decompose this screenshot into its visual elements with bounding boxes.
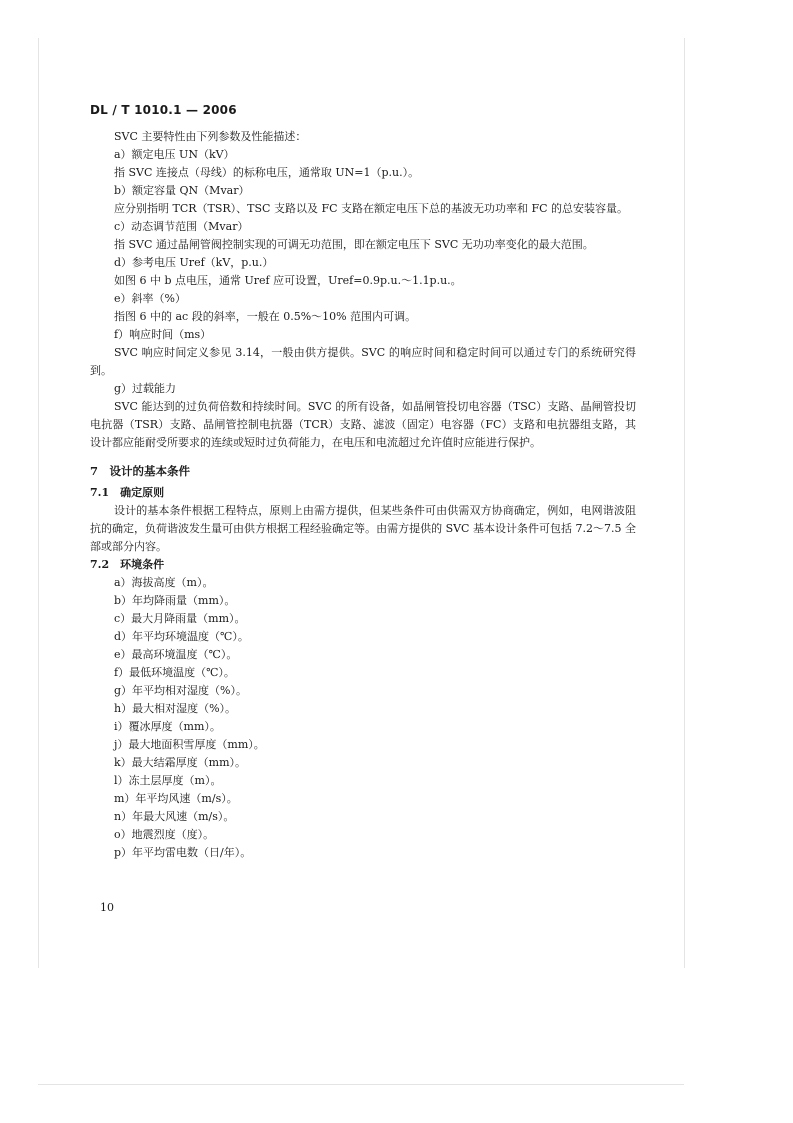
env-item: o）地震烈度（度）。 [114,828,215,841]
param-g-desc: SVC 能达到的过负荷倍数和持续时间。SVC 的所有设备，如晶闸管投切电容器（TSC）支路、晶闸管投切电抗器（TSR）支路、晶闸管控制电抗器（TCR）支路、滤波（固定）电容器（FC）支路和电抗器组支路，其设计都应能耐受所要求的连续或短时过负荷能力，在电压和电流超过允许值时应能进行保护。 [90,400,636,449]
param-e-desc: 指图 6 中的 ac 段的斜率，一般在 0.5%～10% 范围内可调。 [114,310,417,323]
bottom-page-border [38,1084,684,1085]
section-7-title: 7 设计的基本条件 [90,464,191,478]
param-b-label: b）额定容量 QN（Mvar） [114,184,250,197]
env-item: a）海拔高度（m）。 [114,576,214,589]
page-number: 10 [100,901,114,914]
document-body [90,128,636,862]
param-c-label: c）动态调节范围（Mvar） [114,220,249,233]
section-7-2-title: 7.2 环境条件 [90,558,165,571]
param-d-label: d）参考电压 Uref（kV，p.u.） [114,256,274,269]
env-item: k）最大结霜厚度（mm）。 [114,756,247,769]
env-item: n）年最大风速（m/s）。 [114,810,235,823]
param-e-label: e）斜率（%） [114,292,186,305]
env-item: d）年平均环境温度（℃）。 [114,630,249,643]
env-item: p）年平均雷电数（日/年）。 [114,846,252,859]
param-b-desc: 应分别指明 TCR（TSR）、TSC 支路以及 FC 支路在额定电压下总的基波无功功率和 FC 的总安装容量。 [114,202,629,215]
param-a-desc: 指 SVC 连接点（母线）的标称电压，通常取 UN=1（p.u.）。 [114,166,420,179]
param-f-desc: SVC 响应时间定义参见 3.14，一般由供方提供。SVC 的响应时间和稳定时间可以通过专门的系统研究得到。 [90,346,636,377]
env-item: b）年均降雨量（mm）。 [114,594,236,607]
left-page-border [38,38,39,968]
env-item: g）年平均相对湿度（%）。 [114,684,247,697]
right-page-border [684,38,685,968]
document-header: DL / T 1010.1 — 2006 [90,103,237,117]
section-7-1-text: 设计的基本条件根据工程特点，原则上由需方提供，但某些条件可由供需双方协商确定，例如，电网谐波阻抗的确定，负荷谐波发生量可由供方根据工程经验确定等。由需方提供的 SVC 基本设计条件可包括 7.2～7.5 全部或部分内容。 [90,504,636,553]
param-d-desc: 如图 6 中 b 点电压，通常 Uref 应可设置，Uref=0.9p.u.～1.1p.u.。 [114,274,462,287]
env-item: c）最大月降雨量（mm）。 [114,612,246,625]
env-item: j）最大地面积雪厚度（mm）。 [114,738,265,751]
env-item: e）最高环境温度（℃）。 [114,648,238,661]
intro-line: SVC 主要特性由下列参数及性能描述： [114,130,307,143]
param-g-label: g）过载能力 [114,382,177,395]
param-c-desc: 指 SVC 通过晶闸管阀控制实现的可调无功范围，即在额定电压下 SVC 无功功率变化的最大范围。 [114,238,594,251]
env-item: i）覆冰厚度（mm）。 [114,720,221,733]
env-item: f）最低环境温度（℃）。 [114,666,235,679]
param-f-label: f）响应时间（ms） [114,328,212,341]
env-item: l）冻土层厚度（m）。 [114,774,222,787]
param-a-label: a）额定电压 UN（kV） [114,148,235,161]
section-7-1-title: 7.1 确定原则 [90,486,165,499]
env-item: h）最大相对湿度（%）。 [114,702,237,715]
env-item: m）年平均风速（m/s）。 [114,792,238,805]
